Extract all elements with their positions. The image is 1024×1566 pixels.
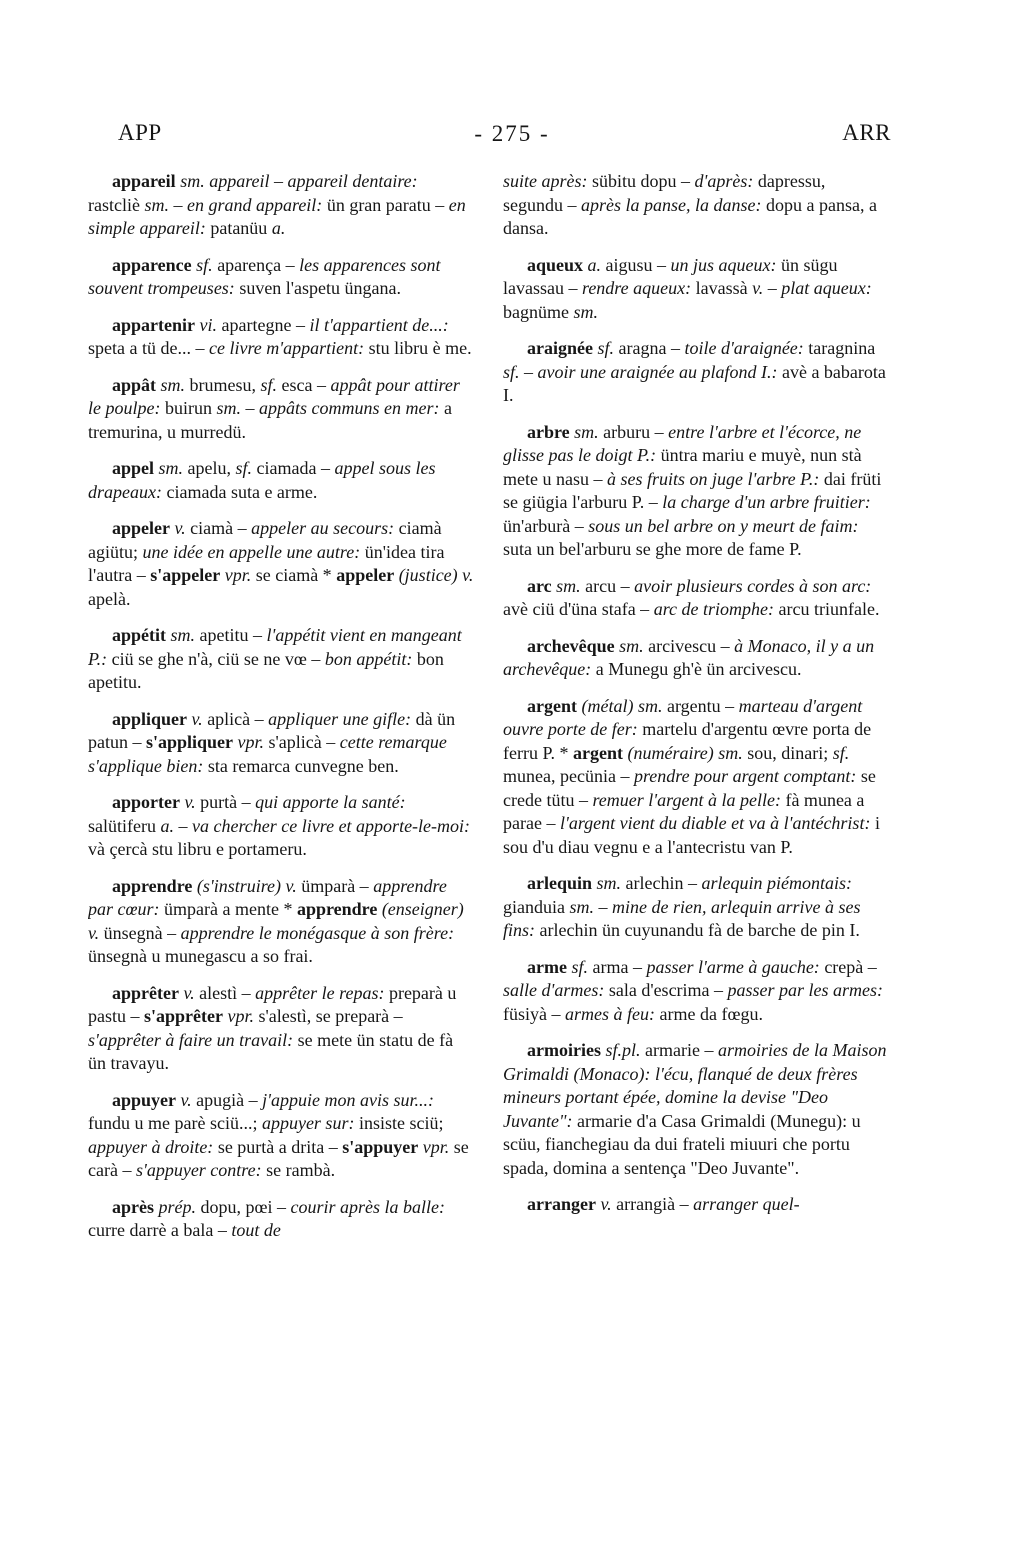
french-example: l'argent vient du diable et va à l'antéchrist: bbox=[559, 813, 871, 833]
monegasque-translation: se ciamà * bbox=[251, 565, 337, 585]
monegasque-translation: gianduia bbox=[503, 896, 570, 917]
monegasque-translation: ün'arburà – bbox=[503, 515, 589, 536]
monegasque-translation: arcivescu – bbox=[643, 635, 735, 656]
monegasque-translation: avè a babarota I. bbox=[503, 361, 886, 405]
dictionary-entry bbox=[503, 695, 889, 860]
monegasque-translation: üntra mariu e muyè, nun stà mete u nasu – bbox=[503, 445, 862, 489]
entry-headword: arme bbox=[527, 956, 567, 977]
french-example: appuyer sur: bbox=[261, 1113, 355, 1133]
french-example: sm. bbox=[551, 575, 581, 596]
french-example: appliquer une gifle: bbox=[268, 708, 412, 729]
french-example: sm. bbox=[154, 458, 184, 478]
entry-headword: apporter bbox=[112, 792, 180, 812]
sub-headword: s'appuyer bbox=[342, 1136, 419, 1157]
monegasque-translation: ciü se ghe n'à, ciü se ne vœ – bbox=[107, 648, 325, 669]
monegasque-translation: bon apetitu. bbox=[88, 648, 444, 692]
french-example: v. bbox=[178, 982, 195, 1003]
french-example: avoir plusieurs cordes à son arc: bbox=[634, 575, 872, 596]
monegasque-translation: arlechin – bbox=[621, 873, 702, 893]
french-example: (enseigner) v. bbox=[88, 899, 464, 943]
sub-headword: argent bbox=[573, 742, 623, 763]
monegasque-translation: arcu – bbox=[580, 575, 635, 596]
monegasque-translation: ciamà agiütu; bbox=[88, 518, 442, 562]
dictionary-entry bbox=[503, 635, 889, 682]
french-example: toile d'araignée: bbox=[684, 338, 804, 358]
entry-headword: arlequin bbox=[527, 873, 593, 893]
french-example: apprendre par cœur: bbox=[88, 875, 447, 919]
monegasque-translation: dà ün patun – bbox=[88, 708, 456, 752]
monegasque-translation: arme da fœgu. bbox=[654, 1003, 763, 1024]
monegasque-translation: lavassà bbox=[691, 278, 753, 298]
monegasque-translation: ciamada – bbox=[252, 458, 335, 478]
dictionary-entry bbox=[88, 374, 474, 445]
french-example: a. bbox=[271, 218, 286, 238]
entry-headword: appel bbox=[112, 458, 155, 478]
french-example: s'appuyer contre: bbox=[135, 1160, 262, 1180]
left-column bbox=[88, 170, 474, 1400]
entry-headword: aqueux bbox=[527, 254, 584, 275]
entry-headword: appât bbox=[112, 374, 157, 395]
french-example: v. bbox=[176, 1089, 192, 1110]
dictionary-entry bbox=[88, 517, 474, 611]
french-example: a. bbox=[583, 254, 602, 275]
dictionary-entry bbox=[503, 1193, 889, 1217]
monegasque-translation: taragnina bbox=[803, 338, 876, 358]
monegasque-translation: arlechin ün cuyunandu fà de barche de pin I. bbox=[535, 920, 860, 940]
monegasque-translation: arcu triunfale. bbox=[774, 599, 880, 619]
french-example: s'apprêter à faire un travail: bbox=[88, 1029, 294, 1050]
french-example: sm. – mine de rien, arlequin arrive à ses fins: bbox=[503, 896, 861, 940]
entry-headword: apprendre bbox=[112, 875, 193, 896]
monegasque-translation: brumesu, bbox=[185, 374, 261, 395]
monegasque-translation: esca – bbox=[277, 374, 331, 395]
french-example: après la panse, la danse: bbox=[581, 194, 762, 215]
french-example: une idée en appelle une autre: bbox=[142, 541, 361, 562]
dictionary-entry bbox=[88, 1196, 474, 1243]
french-example: v. – plat aqueux: bbox=[752, 278, 872, 298]
monegasque-translation: ün'idea tira l'autra – bbox=[88, 541, 445, 585]
monegasque-translation: munea, pecünia – bbox=[503, 766, 634, 786]
entry-headword: arc bbox=[527, 575, 552, 596]
french-example: (s'instruire) v. bbox=[192, 875, 297, 896]
dictionary-entry bbox=[503, 1039, 889, 1180]
french-example: appuyer à droite: bbox=[88, 1136, 214, 1157]
sub-headword: s'appliquer bbox=[146, 732, 234, 752]
sub-headword: s'appeler bbox=[150, 565, 221, 585]
right-column bbox=[503, 170, 889, 1400]
monegasque-translation: martelu d'argentu œvre porta de ferru P. * bbox=[503, 719, 872, 763]
monegasque-translation: fundu u me parè sciü...; bbox=[88, 1113, 262, 1133]
monegasque-translation: füsiyà – bbox=[503, 1003, 565, 1024]
entry-headword: arranger bbox=[527, 1194, 596, 1214]
french-example: à ses fruits on juge l'arbre P.: bbox=[606, 468, 820, 489]
monegasque-translation: stu libru è me. bbox=[364, 338, 472, 358]
entry-headword: argent bbox=[527, 695, 577, 716]
monegasque-translation: arburu – bbox=[598, 421, 669, 442]
monegasque-translation: aplicà – bbox=[202, 708, 269, 729]
french-example: (justice) v. bbox=[394, 565, 474, 585]
french-example: sous un bel arbre on y meurt de faim: bbox=[588, 515, 859, 536]
monegasque-translation: s'aplicà – bbox=[264, 732, 340, 752]
monegasque-translation: apetitu – bbox=[195, 625, 267, 645]
french-example: prendre pour argent comptant: bbox=[633, 766, 857, 786]
sub-headword: appeler bbox=[336, 565, 395, 585]
monegasque-translation: alestì – bbox=[194, 982, 256, 1003]
entry-headword: appuyer bbox=[112, 1089, 177, 1110]
monegasque-translation: curre darrè a bala – bbox=[88, 1220, 232, 1240]
entry-headword: apprêter bbox=[112, 982, 179, 1003]
french-example: cette remarque s'applique bien: bbox=[88, 732, 447, 776]
french-example: sm. bbox=[166, 625, 196, 645]
french-example: v. bbox=[179, 792, 196, 812]
dictionary-entry bbox=[503, 421, 889, 562]
french-example: sf. bbox=[592, 338, 614, 358]
running-head bbox=[0, 0, 1024, 160]
entry-headword: appareil bbox=[112, 171, 176, 191]
french-example: v. bbox=[595, 1194, 612, 1214]
monegasque-translation: ümparà a mente * bbox=[159, 899, 297, 919]
monegasque-translation: arrangià – bbox=[611, 1194, 694, 1214]
monegasque-translation: se purtà a drita – bbox=[213, 1136, 343, 1157]
french-example: marteau d'argent ouvre porte de fer: bbox=[503, 695, 863, 739]
monegasque-translation: a tremurina, u murredü. bbox=[88, 398, 452, 442]
french-example: sf. bbox=[235, 458, 253, 478]
french-example: salle d'armes: bbox=[503, 980, 605, 1000]
monegasque-translation: ciamada suta e arme. bbox=[161, 481, 318, 502]
french-example: sm. appareil – appareil dentaire: bbox=[175, 171, 418, 191]
monegasque-translation: rastcliè bbox=[88, 194, 145, 215]
dictionary-entry bbox=[503, 337, 889, 408]
monegasque-translation: ciamà – bbox=[185, 518, 252, 538]
french-example: l'appétit vient en mangeant P.: bbox=[88, 625, 462, 669]
monegasque-translation: armarie – bbox=[640, 1040, 718, 1060]
monegasque-translation: dapressu, segundu – bbox=[503, 171, 826, 215]
french-example: apprendre le monégasque à son frère: bbox=[180, 922, 455, 943]
french-example: remuer l'argent à la pelle: bbox=[592, 789, 781, 810]
french-example: appeler au secours: bbox=[251, 518, 395, 538]
monegasque-translation: ümparà – bbox=[296, 875, 374, 896]
french-example: d'après: bbox=[694, 171, 754, 191]
dictionary-entry bbox=[503, 956, 889, 1027]
french-example: sf. – avoir une araignée au plafond I.: bbox=[503, 361, 778, 382]
french-example: suite après: bbox=[503, 171, 588, 191]
french-example: la charge d'un arbre fruitier: bbox=[662, 492, 871, 512]
french-example: v. bbox=[187, 708, 203, 729]
entry-headword: appliquer bbox=[112, 708, 188, 729]
french-example: arranger quel- bbox=[693, 1194, 800, 1214]
monegasque-translation: sta remarca cunvegne ben. bbox=[203, 755, 399, 776]
french-example: sm. bbox=[569, 421, 599, 442]
entry-headword: arbre bbox=[527, 421, 570, 442]
monegasque-translation: apelà. bbox=[88, 588, 131, 609]
french-example: rendre aqueux: bbox=[581, 278, 692, 298]
monegasque-translation: apartegne – bbox=[217, 314, 310, 335]
monegasque-translation: crepà – bbox=[819, 956, 877, 977]
entry-headword: appétit bbox=[112, 625, 166, 645]
french-example: sm. bbox=[573, 301, 598, 322]
page-number: - 275 - bbox=[474, 121, 550, 146]
entry-headword: apparence bbox=[112, 254, 192, 275]
monegasque-translation: argentu – bbox=[662, 695, 739, 716]
dictionary-entry bbox=[88, 314, 474, 361]
french-example: ce livre m'appartient: bbox=[208, 338, 365, 358]
monegasque-translation: suven l'aspetu üngana. bbox=[234, 278, 402, 298]
monegasque-translation: armarie d'a Casa Grimaldi (Munegu): u scüu, fianchegiau da dui frateli miuuri che portu spada, domina a sentença "Deo Juvante". bbox=[503, 1110, 861, 1178]
french-example: appât pour attirer le poulpe: bbox=[88, 374, 460, 418]
dictionary-entry bbox=[88, 791, 474, 862]
monegasque-translation: arma – bbox=[588, 956, 647, 977]
monegasque-translation: và çercà stu libru e portameru. bbox=[88, 839, 307, 859]
monegasque-translation: s'alestì, se preparà – bbox=[253, 1006, 403, 1026]
french-example: tout de bbox=[231, 1220, 281, 1240]
dictionary-entry bbox=[88, 624, 474, 695]
monegasque-translation: se rambà. bbox=[261, 1160, 336, 1180]
monegasque-translation: ün gran paratu – bbox=[322, 194, 449, 215]
french-example: armes à feu: bbox=[565, 1003, 655, 1024]
monegasque-translation: dai früti se giügia l'arburu P. – bbox=[503, 468, 882, 512]
monegasque-translation: salütiferu bbox=[88, 815, 161, 836]
french-example: sm. bbox=[592, 873, 622, 893]
french-example: passer l'arme à gauche: bbox=[646, 956, 820, 977]
monegasque-translation: purtà – bbox=[195, 792, 256, 812]
entry-headword: archevêque bbox=[527, 635, 615, 656]
monegasque-translation: sou, dinari; bbox=[742, 742, 833, 763]
french-example: vi. bbox=[195, 314, 217, 335]
entry-headword: armoiries bbox=[527, 1040, 601, 1060]
monegasque-translation: suta un bel'arburu se ghe more de fame P. bbox=[503, 539, 802, 559]
monegasque-translation: se crede tütu – bbox=[503, 766, 876, 810]
dictionary-entry bbox=[503, 254, 889, 325]
french-example: apprêter le repas: bbox=[255, 982, 385, 1003]
french-example: vpr. bbox=[220, 565, 252, 585]
monegasque-translation: insiste sciü; bbox=[354, 1113, 444, 1133]
french-example: passer par les armes: bbox=[727, 980, 884, 1000]
sub-headword: apprendre bbox=[296, 899, 378, 919]
french-example: qui apporte la santé: bbox=[255, 792, 406, 812]
french-example: un jus aqueux: bbox=[670, 254, 777, 275]
dictionary-entry bbox=[88, 170, 474, 241]
french-example: prép. bbox=[154, 1196, 196, 1217]
monegasque-translation: sala d'escrima – bbox=[604, 980, 728, 1000]
french-example: il t'appartient de...: bbox=[309, 314, 449, 335]
header-first-entry: APP bbox=[118, 120, 162, 145]
header-last-entry: ARR bbox=[842, 120, 891, 145]
french-example: sm. bbox=[614, 635, 644, 656]
monegasque-translation: apelu, bbox=[183, 458, 236, 478]
french-example: vpr. bbox=[233, 732, 265, 752]
dictionary-entry bbox=[503, 575, 889, 622]
monegasque-translation: sübitu dopu – bbox=[587, 171, 695, 191]
french-example: (numéraire) sm. bbox=[622, 742, 743, 763]
monegasque-translation: preparà u pastu – bbox=[88, 982, 457, 1026]
monegasque-translation: patanüu bbox=[205, 218, 272, 238]
french-example: a. – va chercher ce livre et apporte-le-moi: bbox=[160, 815, 471, 836]
dictionary-entry bbox=[88, 982, 474, 1076]
french-example: sf. bbox=[566, 956, 588, 977]
french-example: sm. – appâts communs en mer: bbox=[216, 398, 440, 418]
french-example: sf. bbox=[260, 374, 278, 395]
french-example: sf. bbox=[832, 742, 850, 763]
french-example: courir après la balle: bbox=[290, 1196, 445, 1217]
french-example: sf.pl. bbox=[600, 1040, 641, 1060]
monegasque-translation: ünsegnà u munegascu a so frai. bbox=[88, 946, 313, 966]
french-example: j'appuie mon avis sur...: bbox=[262, 1089, 434, 1110]
french-example: arlequin piémontais: bbox=[701, 873, 852, 893]
entry-headword: après bbox=[112, 1196, 154, 1217]
monegasque-translation: aigusu – bbox=[601, 254, 671, 275]
dictionary-entry bbox=[503, 872, 889, 943]
french-example: (métal) sm. bbox=[576, 695, 663, 716]
monegasque-translation: ün sügu lavassau – bbox=[503, 254, 838, 298]
french-example: bon appétit: bbox=[324, 648, 413, 669]
monegasque-translation: se mete ün statu de fà ün travayu. bbox=[88, 1029, 454, 1073]
french-example: sm. bbox=[156, 374, 186, 395]
french-example: sf. bbox=[191, 254, 213, 275]
entry-headword: araignée bbox=[527, 338, 593, 358]
monegasque-translation: bagnüme bbox=[503, 301, 574, 322]
dictionary-entry bbox=[88, 875, 474, 969]
monegasque-translation: speta a tü de... – bbox=[88, 338, 209, 358]
french-example: entre l'arbre et l'écorce, ne glisse pas le doigt P.: bbox=[503, 421, 862, 465]
french-example: sm. – en grand appareil: bbox=[144, 194, 323, 215]
monegasque-translation: a Munegu gh'è ün arcivescu. bbox=[591, 659, 802, 679]
french-example: en simple appareil: bbox=[88, 194, 466, 238]
sub-headword: s'apprêter bbox=[144, 1006, 223, 1026]
french-example: appel sous les drapeaux: bbox=[88, 458, 436, 502]
french-example: armoiries de la Maison Grimaldi (Monaco): l'écu, flanqué de deux frères mineurs portant épée, domine la devise "Deo Juvante": bbox=[503, 1040, 887, 1131]
entry-headword: appartenir bbox=[112, 314, 195, 335]
dictionary-entry bbox=[88, 708, 474, 779]
monegasque-translation: se carà – bbox=[88, 1136, 469, 1180]
dictionary-entry bbox=[88, 1089, 474, 1183]
french-example: arc de triomphe: bbox=[653, 599, 774, 619]
dictionary-entry-continued bbox=[503, 170, 889, 241]
monegasque-translation: apugià – bbox=[191, 1089, 263, 1110]
monegasque-translation: fà munea a parae – bbox=[503, 789, 865, 833]
french-example: les apparences sont souvent trompeuses: bbox=[88, 254, 441, 298]
monegasque-translation: aparença – bbox=[212, 254, 300, 275]
monegasque-translation: ünsegnà – bbox=[99, 922, 181, 943]
dictionary-entry bbox=[88, 254, 474, 301]
monegasque-translation: dopu, pœi – bbox=[196, 1196, 291, 1217]
monegasque-translation: i sou d'u diau vegnu e a l'antecristu van P. bbox=[503, 813, 880, 857]
french-example: vpr. bbox=[418, 1136, 450, 1157]
dictionary-entry bbox=[88, 457, 474, 504]
french-example: à Monaco, il y a un archevêque: bbox=[503, 635, 875, 679]
entry-headword: appeler bbox=[112, 518, 170, 538]
monegasque-translation: avè ciü d'üna stafa – bbox=[503, 599, 654, 619]
monegasque-translation: dopu a pansa, a dansa. bbox=[503, 194, 877, 238]
french-example: v. bbox=[170, 518, 186, 538]
monegasque-translation: buirun bbox=[160, 398, 217, 418]
french-example: vpr. bbox=[222, 1006, 254, 1026]
monegasque-translation: aragna – bbox=[614, 338, 685, 358]
